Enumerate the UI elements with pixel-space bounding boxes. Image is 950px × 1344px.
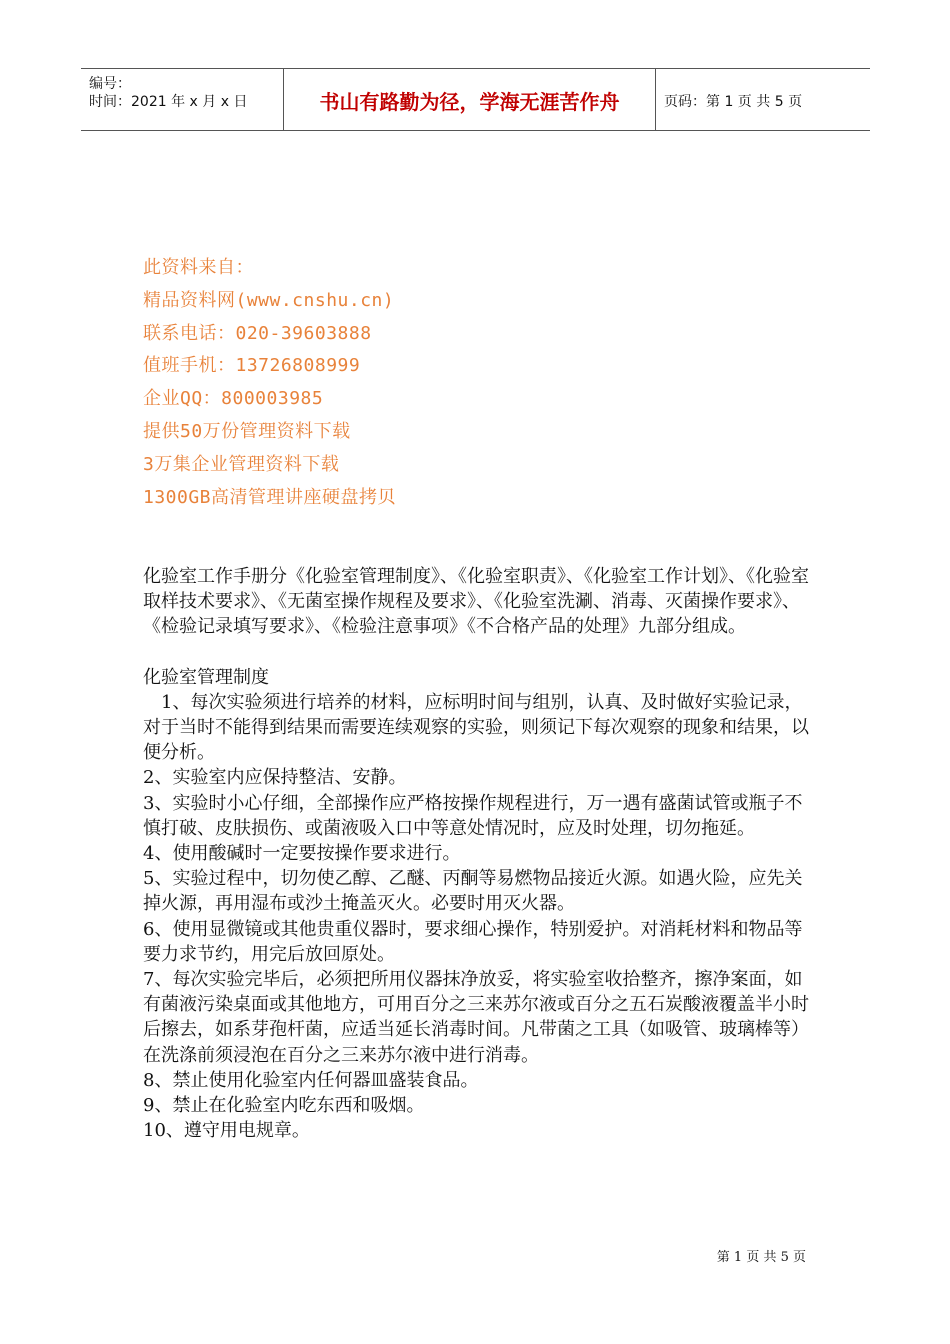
intro-paragraph: 化验室工作手册分《化验室管理制度》、《化验室职责》、《化验室工作计划》、《化验室取样技术要求》、《无菌室操作规程及要求》、《化验室洗涮、消毒、灭菌操作要求》、《检验记录填写要求》、《检验注意事项》《不合格产品的处理》九部分组成。 — [143, 566, 809, 638]
document-number-label: 编号： — [89, 76, 131, 92]
source-line: 提供50万份管理资料下载 — [143, 420, 351, 442]
page-footer: 第 1 页 共 5 页 — [716, 1250, 806, 1265]
rule-item: 1、每次实验须进行培养的材料，应标明时间与组别，认真、及时做好实验记录，对于当时不能得到结果而需要连续观察的实验，则须记下每次观察的现象和结果，以便分析。 — [143, 691, 809, 764]
rule-item: 3、实验时小心仔细，全部操作应严格按操作规程进行，万一遇有盛菌试管或瓶子不慎打破、皮肤损伤、或菌液吸入口中等意处情况时，应及时处理，切勿拖延。 — [143, 792, 803, 839]
paragraph-gap — [143, 640, 815, 665]
rule-item: 5、实验过程中，切勿使乙醇、乙醚、丙酮等易燃物品接近火源。如遇火险，应先关掉火源，再用湿布或沙土掩盖灭火。必要时用灭火器。 — [143, 868, 803, 915]
source-line: 1300GB高清管理讲座硬盘拷贝 — [143, 486, 397, 508]
source-line: 3万集企业管理资料下载 — [143, 453, 340, 475]
rule-item: 7、每次实验完毕后，必须把所用仪器抹净放妥，将实验室收拾整齐，擦净案面，如有菌液污染桌面或其他地方，可用百分之三来苏尔液或百分之五石炭酸液覆盖半小时后擦去，如系芽孢杆菌，应适当延长消毒时间。凡带菌之工具（如吸管、玻璃棒等）在洗涤前须浸泡在百分之三来苏尔液中进行消毒。 — [143, 969, 809, 1066]
header-motto: 书山有路勤为径，学海无涯苦作舟 — [319, 90, 620, 114]
header-motto-cell — [284, 69, 656, 130]
source-line: 值班手机：13726808999 — [143, 355, 361, 377]
header-page-number: 页码：第 1 页 共 5 页 — [664, 94, 803, 110]
source-line: 精品资料网(www.cnshu.cn) — [143, 289, 395, 311]
source-line: 企业QQ：800003985 — [143, 388, 324, 410]
rule-item: 6、使用显微镜或其他贵重仪器时，要求细心操作，特别爱护。对消耗材料和物品等要力求节约，用完后放回原处。 — [143, 918, 803, 965]
source-info-block — [143, 252, 396, 514]
rule-item: 9、禁止在化验室内吃东西和吸烟。 — [143, 1095, 425, 1117]
rule-item: 4、使用酸碱时一定要按操作要求进行。 — [143, 843, 461, 865]
page-header — [81, 68, 870, 131]
header-meta-cell — [81, 69, 284, 130]
source-line: 此资料来自： — [143, 257, 254, 278]
rule-item: 2、实验室内应保持整洁、安静。 — [143, 767, 407, 789]
rule-item: 10、遵守用电规章。 — [143, 1120, 310, 1142]
document-time-label: 时间：2021 年 x 月 x 日 — [89, 94, 248, 110]
header-page-cell — [656, 69, 870, 130]
source-line: 联系电话：020-39603888 — [143, 322, 372, 344]
rule-item: 8、禁止使用化验室内任何器皿盛装食品。 — [143, 1069, 479, 1091]
section-title: 化验室管理制度 — [143, 666, 269, 688]
document-body — [143, 564, 815, 1143]
